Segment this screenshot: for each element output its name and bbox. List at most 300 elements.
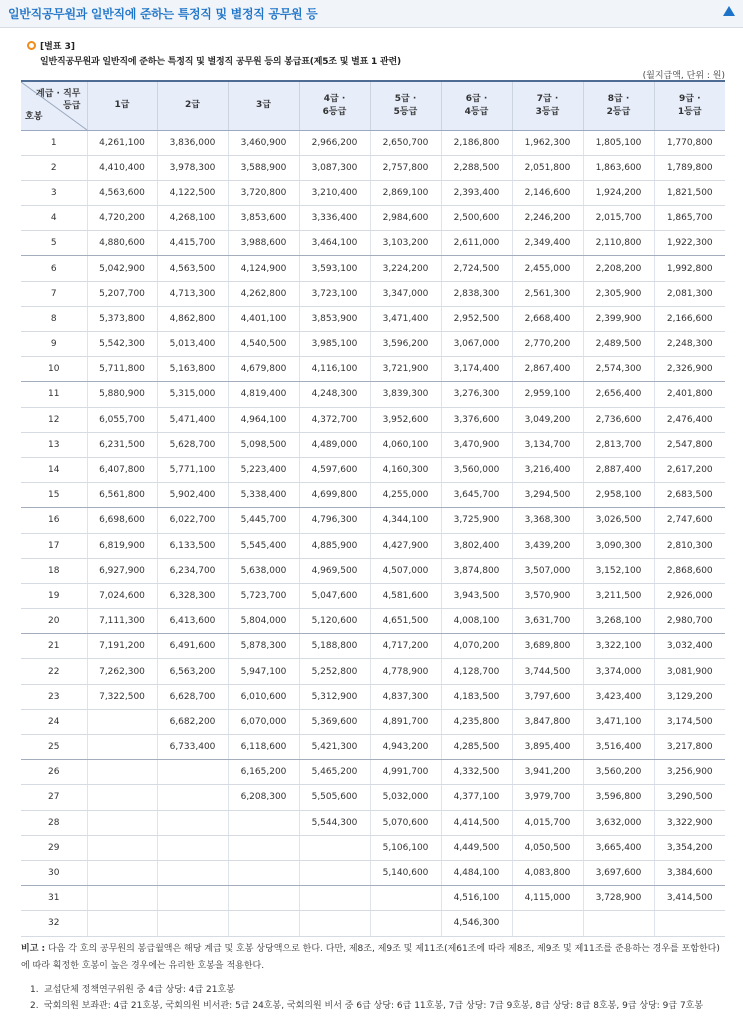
salary-cell: 6,208,300 (228, 785, 299, 810)
column-header (299, 81, 370, 130)
salary-cell (87, 911, 157, 936)
salary-cell (87, 886, 157, 911)
salary-cell: 4,651,500 (370, 609, 441, 634)
column-header-line: 3급 (256, 100, 271, 111)
column-header-line: 4등급 (464, 106, 489, 117)
salary-cell: 4,160,300 (370, 457, 441, 482)
salary-cell: 4,507,000 (370, 558, 441, 583)
table-row (21, 911, 725, 936)
corner-bottom-label: 호봉 (25, 111, 43, 122)
salary-cell: 4,122,500 (157, 180, 228, 205)
salary-cell: 1,770,800 (654, 130, 725, 155)
salary-cell (299, 911, 370, 936)
salary-cell: 3,941,200 (512, 760, 583, 785)
salary-cell (370, 911, 441, 936)
salary-cell (228, 835, 299, 860)
salary-cell: 3,134,700 (512, 432, 583, 457)
salary-cell: 5,047,600 (299, 583, 370, 608)
step-cell: 17 (21, 533, 87, 558)
salary-cell: 4,713,300 (157, 281, 228, 306)
salary-cell: 5,638,000 (228, 558, 299, 583)
salary-cell: 3,593,100 (299, 256, 370, 281)
salary-cell: 5,070,600 (370, 810, 441, 835)
salary-cell: 3,853,600 (228, 206, 299, 231)
table-row (21, 357, 725, 382)
step-cell: 5 (21, 231, 87, 256)
salary-cell: 5,120,600 (299, 609, 370, 634)
salary-cell: 3,723,100 (299, 281, 370, 306)
salary-cell: 6,070,000 (228, 709, 299, 734)
salary-cell: 6,628,700 (157, 684, 228, 709)
step-cell: 20 (21, 609, 87, 634)
salary-cell: 2,166,600 (654, 306, 725, 331)
step-cell: 6 (21, 256, 87, 281)
salary-cell: 7,322,500 (87, 684, 157, 709)
table-row (21, 634, 725, 659)
salary-cell (157, 760, 228, 785)
salary-cell: 2,574,300 (583, 357, 654, 382)
step-cell: 12 (21, 407, 87, 432)
salary-cell: 2,757,800 (370, 155, 441, 180)
salary-cell: 4,332,500 (441, 760, 512, 785)
salary-cell: 5,098,500 (228, 432, 299, 457)
salary-cell: 6,231,500 (87, 432, 157, 457)
salary-cell: 2,810,300 (654, 533, 725, 558)
salary-cell (299, 860, 370, 885)
salary-cell: 2,656,400 (583, 382, 654, 407)
column-header-line: 5급 · (394, 93, 417, 104)
salary-cell: 4,778,900 (370, 659, 441, 684)
salary-cell: 4,070,200 (441, 634, 512, 659)
salary-cell: 3,895,400 (512, 735, 583, 760)
salary-cell: 4,699,800 (299, 483, 370, 508)
salary-cell: 5,471,400 (157, 407, 228, 432)
salary-cell: 2,349,400 (512, 231, 583, 256)
salary-cell: 6,407,800 (87, 457, 157, 482)
step-cell: 27 (21, 785, 87, 810)
salary-cell: 2,736,600 (583, 407, 654, 432)
salary-cell: 6,118,600 (228, 735, 299, 760)
table-row (21, 609, 725, 634)
corner-top-line-2: 등급 (63, 101, 81, 111)
salary-cell: 2,326,900 (654, 357, 725, 382)
table-row (21, 407, 725, 432)
salary-cell: 2,146,600 (512, 180, 583, 205)
table-row (21, 508, 725, 533)
column-header-line: 6급 · (465, 93, 488, 104)
salary-cell: 4,516,100 (441, 886, 512, 911)
note-item (30, 982, 730, 998)
salary-cell: 3,802,400 (441, 533, 512, 558)
column-header-line: 1등급 (677, 106, 702, 117)
salary-cell (228, 886, 299, 911)
salary-cell: 2,958,100 (583, 483, 654, 508)
table-row (21, 760, 725, 785)
salary-cell: 4,427,900 (370, 533, 441, 558)
column-header (654, 81, 725, 130)
salary-cell: 5,947,100 (228, 659, 299, 684)
salary-cell: 5,545,400 (228, 533, 299, 558)
salary-cell: 4,255,000 (370, 483, 441, 508)
salary-cell: 2,980,700 (654, 609, 725, 634)
table-row (21, 457, 725, 482)
salary-cell: 5,207,700 (87, 281, 157, 306)
salary-cell: 4,819,400 (228, 382, 299, 407)
salary-cell: 4,489,000 (299, 432, 370, 457)
salary-cell: 4,943,200 (370, 735, 441, 760)
salary-cell: 3,978,300 (157, 155, 228, 180)
step-cell: 25 (21, 735, 87, 760)
salary-cell: 4,128,700 (441, 659, 512, 684)
salary-cell: 5,544,300 (299, 810, 370, 835)
salary-cell (87, 735, 157, 760)
salary-cell: 6,819,900 (87, 533, 157, 558)
salary-cell: 4,060,100 (370, 432, 441, 457)
salary-cell: 3,210,400 (299, 180, 370, 205)
note-item (30, 998, 730, 1014)
salary-cell: 3,464,100 (299, 231, 370, 256)
salary-cell: 4,015,700 (512, 810, 583, 835)
salary-cell: 3,049,200 (512, 407, 583, 432)
salary-cell: 1,922,300 (654, 231, 725, 256)
salary-cell: 2,813,700 (583, 432, 654, 457)
salary-cell: 3,087,300 (299, 155, 370, 180)
salary-cell: 2,393,400 (441, 180, 512, 205)
step-cell: 23 (21, 684, 87, 709)
salary-cell: 7,111,300 (87, 609, 157, 634)
salary-cell: 4,083,800 (512, 860, 583, 885)
salary-cell: 2,208,200 (583, 256, 654, 281)
salary-cell: 2,650,700 (370, 130, 441, 155)
salary-cell: 4,880,600 (87, 231, 157, 256)
salary-cell: 4,377,100 (441, 785, 512, 810)
column-header (583, 81, 654, 130)
step-cell: 22 (21, 659, 87, 684)
salary-cell: 3,985,100 (299, 332, 370, 357)
salary-cell: 4,546,300 (441, 911, 512, 936)
table-row (21, 206, 725, 231)
notes-list (30, 982, 730, 1014)
salary-cell: 3,988,600 (228, 231, 299, 256)
salary-cell: 3,032,400 (654, 634, 725, 659)
salary-cell: 4,717,200 (370, 634, 441, 659)
step-cell: 8 (21, 306, 87, 331)
table-row (21, 860, 725, 885)
salary-cell: 5,223,400 (228, 457, 299, 482)
salary-cell: 4,183,500 (441, 684, 512, 709)
salary-cell: 3,322,900 (654, 810, 725, 835)
salary-cell (87, 760, 157, 785)
salary-cell: 3,216,400 (512, 457, 583, 482)
salary-cell: 2,288,500 (441, 155, 512, 180)
corner-header (21, 81, 87, 130)
salary-cell: 5,902,400 (157, 483, 228, 508)
salary-cell: 3,336,400 (299, 206, 370, 231)
salary-cell: 3,256,900 (654, 760, 725, 785)
note-number: 1. (30, 985, 39, 995)
salary-cell: 5,723,700 (228, 583, 299, 608)
salary-cell: 2,611,000 (441, 231, 512, 256)
salary-cell: 3,874,800 (441, 558, 512, 583)
salary-cell: 2,110,800 (583, 231, 654, 256)
salary-cell: 2,869,100 (370, 180, 441, 205)
salary-cell: 5,373,800 (87, 306, 157, 331)
salary-cell: 6,010,600 (228, 684, 299, 709)
salary-cell: 3,067,000 (441, 332, 512, 357)
step-cell: 15 (21, 483, 87, 508)
salary-cell (228, 810, 299, 835)
page-title: 일반직공무원과 일반직에 준하는 특정직 및 별정직 공무원 등 (8, 7, 318, 21)
salary-cell (157, 911, 228, 936)
corner-top-label (36, 88, 80, 112)
salary-cell: 3,294,500 (512, 483, 583, 508)
salary-cell: 5,465,200 (299, 760, 370, 785)
table-row (21, 583, 725, 608)
salary-cell: 3,836,000 (157, 130, 228, 155)
salary-cell: 6,698,600 (87, 508, 157, 533)
salary-cell: 6,328,300 (157, 583, 228, 608)
salary-cell (512, 911, 583, 936)
step-cell: 24 (21, 709, 87, 734)
salary-cell: 2,617,200 (654, 457, 725, 482)
salary-cell: 5,711,800 (87, 357, 157, 382)
salary-cell: 4,235,800 (441, 709, 512, 734)
salary-cell: 4,449,500 (441, 835, 512, 860)
salary-cell: 3,847,800 (512, 709, 583, 734)
table-row (21, 709, 725, 734)
salary-cell: 3,026,500 (583, 508, 654, 533)
salary-cell: 1,962,300 (512, 130, 583, 155)
salary-cell: 3,347,000 (370, 281, 441, 306)
salary-cell: 3,570,900 (512, 583, 583, 608)
salary-cell: 1,865,700 (654, 206, 725, 231)
salary-cell: 5,188,800 (299, 634, 370, 659)
salary-cell: 2,015,700 (583, 206, 654, 231)
table-row (21, 785, 725, 810)
salary-cell: 5,505,600 (299, 785, 370, 810)
note-text: 교섭단체 정책연구위원 중 4급 상당: 4급 21호봉 (44, 985, 235, 995)
salary-cell: 3,152,100 (583, 558, 654, 583)
salary-cell: 3,720,800 (228, 180, 299, 205)
column-header-line: 9급 · (678, 93, 701, 104)
salary-cell: 3,384,600 (654, 860, 725, 885)
salary-cell: 6,682,200 (157, 709, 228, 734)
salary-cell: 3,354,200 (654, 835, 725, 860)
remark (21, 941, 725, 975)
salary-cell: 4,414,500 (441, 810, 512, 835)
salary-cell: 3,460,900 (228, 130, 299, 155)
step-cell: 3 (21, 180, 87, 205)
salary-cell: 4,969,500 (299, 558, 370, 583)
salary-cell: 5,013,400 (157, 332, 228, 357)
salary-cell: 3,368,300 (512, 508, 583, 533)
step-cell: 19 (21, 583, 87, 608)
salary-cell (370, 886, 441, 911)
step-cell: 16 (21, 508, 87, 533)
salary-cell: 4,563,500 (157, 256, 228, 281)
salary-cell (157, 810, 228, 835)
column-header-line: 1급 (114, 100, 130, 111)
salary-cell: 4,262,800 (228, 281, 299, 306)
salary-cell: 2,455,000 (512, 256, 583, 281)
salary-cell: 4,484,100 (441, 860, 512, 885)
salary-cell: 6,022,700 (157, 508, 228, 533)
salary-cell (299, 835, 370, 860)
salary-cell: 3,129,200 (654, 684, 725, 709)
salary-cell: 2,952,500 (441, 306, 512, 331)
salary-cell: 3,322,100 (583, 634, 654, 659)
column-header (370, 81, 441, 130)
salary-cell: 1,805,100 (583, 130, 654, 155)
column-header (87, 81, 157, 130)
column-header-line: 2등급 (606, 106, 631, 117)
salary-cell: 2,500,600 (441, 206, 512, 231)
salary-cell: 4,261,100 (87, 130, 157, 155)
salary-cell: 4,124,900 (228, 256, 299, 281)
note-text: 국회의원 보좌관: 4급 21호봉, 국회의원 비서관: 5급 24호봉, 국회의원 비서 중 6급 상당: 6급 11호봉, 7급 상당: 7급 9호봉, 8급 상당: 8급 8호봉, 9급 상당: 9급 7호봉 (44, 1001, 704, 1011)
salary-cell: 3,645,700 (441, 483, 512, 508)
salary-cell: 7,262,300 (87, 659, 157, 684)
salary-cell: 4,285,500 (441, 735, 512, 760)
salary-cell: 3,374,000 (583, 659, 654, 684)
salary-cell (583, 911, 654, 936)
salary-cell: 2,838,300 (441, 281, 512, 306)
unit-note: (월지급액, 단위 : 원) (642, 71, 725, 81)
note-number: 2. (30, 1001, 39, 1011)
corner-top-line-1: 계급 · 직무 (36, 89, 81, 99)
salary-cell: 5,445,700 (228, 508, 299, 533)
salary-cell: 3,103,200 (370, 231, 441, 256)
salary-cell: 3,090,300 (583, 533, 654, 558)
table-body (21, 130, 725, 936)
salary-cell: 3,174,500 (654, 709, 725, 734)
salary-cell: 5,106,100 (370, 835, 441, 860)
salary-cell: 4,540,500 (228, 332, 299, 357)
salary-cell: 4,008,100 (441, 609, 512, 634)
salary-cell: 7,024,600 (87, 583, 157, 608)
table-row (21, 432, 725, 457)
salary-cell: 2,887,400 (583, 457, 654, 482)
salary-cell: 3,471,100 (583, 709, 654, 734)
salary-cell: 6,927,900 (87, 558, 157, 583)
collapse-up-icon[interactable] (723, 6, 735, 16)
salary-cell (157, 835, 228, 860)
salary-cell: 2,081,300 (654, 281, 725, 306)
salary-cell: 4,885,900 (299, 533, 370, 558)
table-row (21, 835, 725, 860)
salary-cell: 5,628,700 (157, 432, 228, 457)
step-cell: 9 (21, 332, 87, 357)
salary-cell: 4,991,700 (370, 760, 441, 785)
table-header-row (21, 81, 725, 130)
table-row (21, 306, 725, 331)
salary-cell: 1,924,200 (583, 180, 654, 205)
salary-cell: 4,344,100 (370, 508, 441, 533)
table-row (21, 684, 725, 709)
salary-cell: 2,966,200 (299, 130, 370, 155)
salary-cell (87, 835, 157, 860)
salary-cell: 3,414,500 (654, 886, 725, 911)
salary-cell (157, 785, 228, 810)
salary-cell: 4,415,700 (157, 231, 228, 256)
salary-cell: 5,542,300 (87, 332, 157, 357)
salary-cell: 3,081,900 (654, 659, 725, 684)
step-cell: 26 (21, 760, 87, 785)
table-title: 일반직공무원과 일반직에 준하는 특정직 및 별정직 공무원 등의 봉급표(제5조 및 별표 1 관련) (40, 57, 401, 67)
table-row (21, 256, 725, 281)
salary-cell: 1,789,800 (654, 155, 725, 180)
salary-cell (87, 785, 157, 810)
salary-cell: 2,399,900 (583, 306, 654, 331)
salary-cell: 5,163,800 (157, 357, 228, 382)
salary-cell: 5,804,000 (228, 609, 299, 634)
salary-cell: 6,491,600 (157, 634, 228, 659)
salary-cell: 3,423,400 (583, 684, 654, 709)
salary-cell: 3,507,000 (512, 558, 583, 583)
salary-cell: 3,376,600 (441, 407, 512, 432)
salary-cell: 3,952,600 (370, 407, 441, 432)
salary-cell: 7,191,200 (87, 634, 157, 659)
step-cell: 7 (21, 281, 87, 306)
step-cell: 32 (21, 911, 87, 936)
salary-cell: 3,797,600 (512, 684, 583, 709)
salary-cell: 3,725,900 (441, 508, 512, 533)
salary-cell: 2,051,800 (512, 155, 583, 180)
table-row (21, 810, 725, 835)
table-row (21, 659, 725, 684)
salary-cell: 5,878,300 (228, 634, 299, 659)
salary-cell: 4,679,800 (228, 357, 299, 382)
circle-bullet-icon (27, 41, 36, 50)
salary-cell (228, 911, 299, 936)
salary-cell: 3,588,900 (228, 155, 299, 180)
salary-cell: 2,476,400 (654, 407, 725, 432)
salary-cell: 2,867,400 (512, 357, 583, 382)
salary-cell: 5,880,900 (87, 382, 157, 407)
step-cell: 10 (21, 357, 87, 382)
step-cell: 4 (21, 206, 87, 231)
salary-cell: 3,516,400 (583, 735, 654, 760)
step-cell: 28 (21, 810, 87, 835)
salary-cell: 4,115,000 (512, 886, 583, 911)
column-header-line: 8급 · (607, 93, 630, 104)
salary-cell: 5,338,400 (228, 483, 299, 508)
salary-cell: 3,276,300 (441, 382, 512, 407)
table-row (21, 483, 725, 508)
column-header-line: 6등급 (322, 106, 347, 117)
salary-cell: 5,252,800 (299, 659, 370, 684)
salary-table (21, 80, 725, 937)
salary-cell: 1,992,800 (654, 256, 725, 281)
salary-cell: 3,174,400 (441, 357, 512, 382)
salary-cell: 2,186,800 (441, 130, 512, 155)
salary-cell: 2,401,800 (654, 382, 725, 407)
salary-cell: 4,796,300 (299, 508, 370, 533)
salary-cell: 4,401,100 (228, 306, 299, 331)
salary-cell: 5,421,300 (299, 735, 370, 760)
salary-cell: 2,984,600 (370, 206, 441, 231)
column-header-line: 7급 · (536, 93, 559, 104)
salary-cell: 6,133,500 (157, 533, 228, 558)
table-row (21, 130, 725, 155)
salary-cell: 6,561,800 (87, 483, 157, 508)
salary-cell: 3,943,500 (441, 583, 512, 608)
salary-cell (157, 886, 228, 911)
salary-cell (87, 709, 157, 734)
header-bar (0, 0, 743, 28)
table-row (21, 231, 725, 256)
salary-cell (87, 860, 157, 885)
